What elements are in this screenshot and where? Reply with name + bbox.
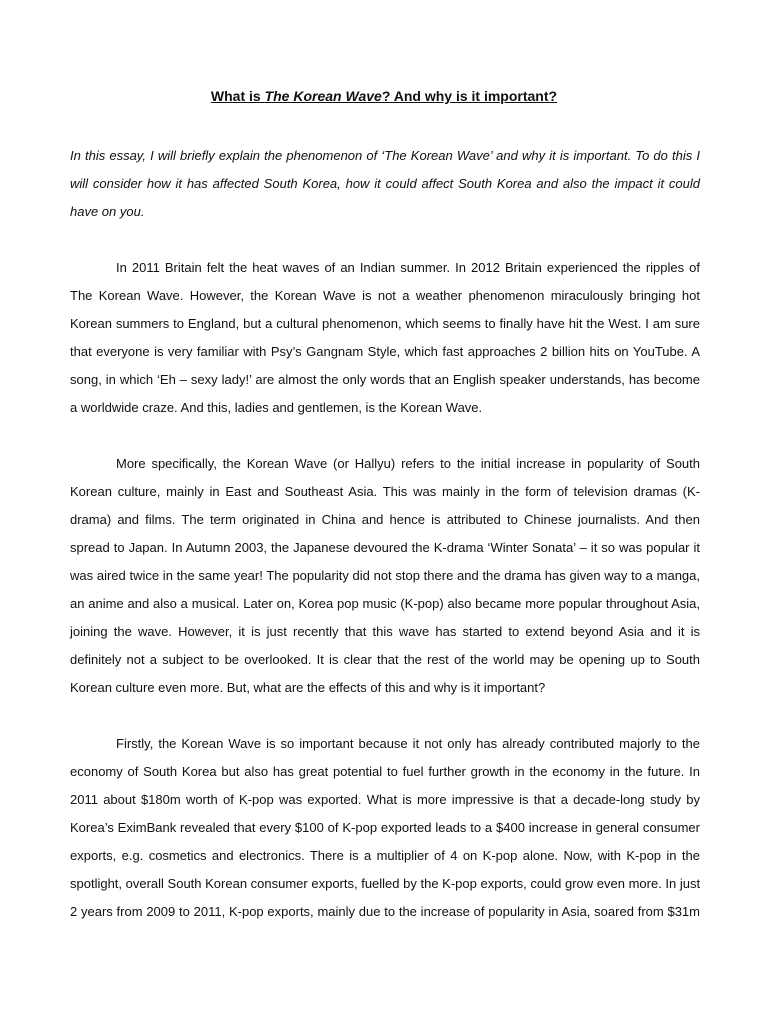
paragraph-line: economy of South Korea but also has great potential to fuel further growth in the economy in the future. In — [70, 764, 700, 779]
title-suffix: ? And why is it important? — [381, 88, 558, 104]
paragraph-line: 2 years from 2009 to 2011, K-pop exports, mainly due to the increase of popularity in Asia, soared from $31m — [70, 904, 700, 919]
title-prefix: What is — [210, 88, 265, 104]
page-title — [0, 86, 768, 106]
paragraph-3 — [70, 730, 700, 926]
paragraph-line: In 2011 Britain felt the heat waves of an Indian summer. In 2012 Britain experienced the ripples of — [116, 260, 700, 275]
paragraph-line: Korean culture even more. But, what are the effects of this and why is it important? — [70, 680, 546, 695]
paragraph-line: definitely not a subject to be overlooked. It is clear that the rest of the world may be opening up to South — [70, 652, 700, 667]
paragraph-line: was aired twice in the same year! The popularity did not stop there and the drama has given way to a manga, — [70, 568, 700, 583]
paragraph-line: 2011 about $180m worth of K-pop was exported. What is more impressive is that a decade-long study by — [70, 792, 700, 807]
paragraph-line: spotlight, overall South Korean consumer exports, fuelled by the K-pop exports, could grow even more. In just — [70, 876, 701, 891]
intro-line: In this essay, I will briefly explain the phenomenon of ‘The Korean Wave’ and why it is important. To do this I — [70, 148, 700, 163]
paragraph-line: an anime and also a musical. Later on, Korea pop music (K-pop) also became more popular throughout Asia, — [70, 596, 700, 611]
paragraph-line: Korean summers to England, but a cultural phenomenon, which seems to finally have hit the West. I am sure — [70, 316, 700, 331]
paragraph-2 — [70, 450, 700, 702]
paragraph-line: song, in which ‘Eh – sexy lady!’ are almost the only words that an English speaker understands, has become — [70, 372, 700, 387]
paragraph-line: Firstly, the Korean Wave is so important because it not only has already contributed majorly to the — [116, 736, 700, 751]
intro-paragraph — [70, 142, 700, 226]
paragraph-line: More specifically, the Korean Wave (or Hallyu) refers to the initial increase in popularity of South — [116, 456, 700, 471]
intro-line: will consider how it has affected South Korea, how it could affect South Korea and also the impact it could — [70, 176, 700, 191]
paragraph-1 — [70, 254, 700, 422]
paragraph-line: joining the wave. However, it is just recently that this wave has started to extend beyond Asia and it is — [70, 624, 700, 639]
intro-line: have on you. — [70, 204, 145, 219]
title-italic: The Korean Wave — [264, 88, 382, 104]
paragraph-line: Korean culture, mainly in East and Southeast Asia. This was mainly in the form of television dramas (K- — [70, 484, 700, 499]
paragraph-line: Korea’s EximBank revealed that every $100 of K-pop exported leads to a $400 increase in general consumer — [70, 820, 700, 835]
paragraph-line: exports, e.g. cosmetics and electronics. There is a multiplier of 4 on K-pop alone. Now, with K-pop in the — [70, 848, 700, 863]
paragraph-line: spread to Japan. In Autumn 2003, the Japanese devoured the K-drama ‘Winter Sonata’ – it so was popular it — [70, 540, 700, 555]
paragraph-line: The Korean Wave. However, the Korean Wave is not a weather phenomenon miraculously bringing hot — [70, 288, 700, 303]
paragraph-line: a worldwide craze. And this, ladies and gentlemen, is the Korean Wave. — [70, 400, 483, 415]
paragraph-line: drama) and films. The term originated in China and hence is attributed to Chinese journalists. And then — [70, 512, 700, 527]
paragraph-line: that everyone is very familiar with Psy’s Gangnam Style, which fast approaches 2 billion hits on YouTube. A — [70, 344, 700, 359]
